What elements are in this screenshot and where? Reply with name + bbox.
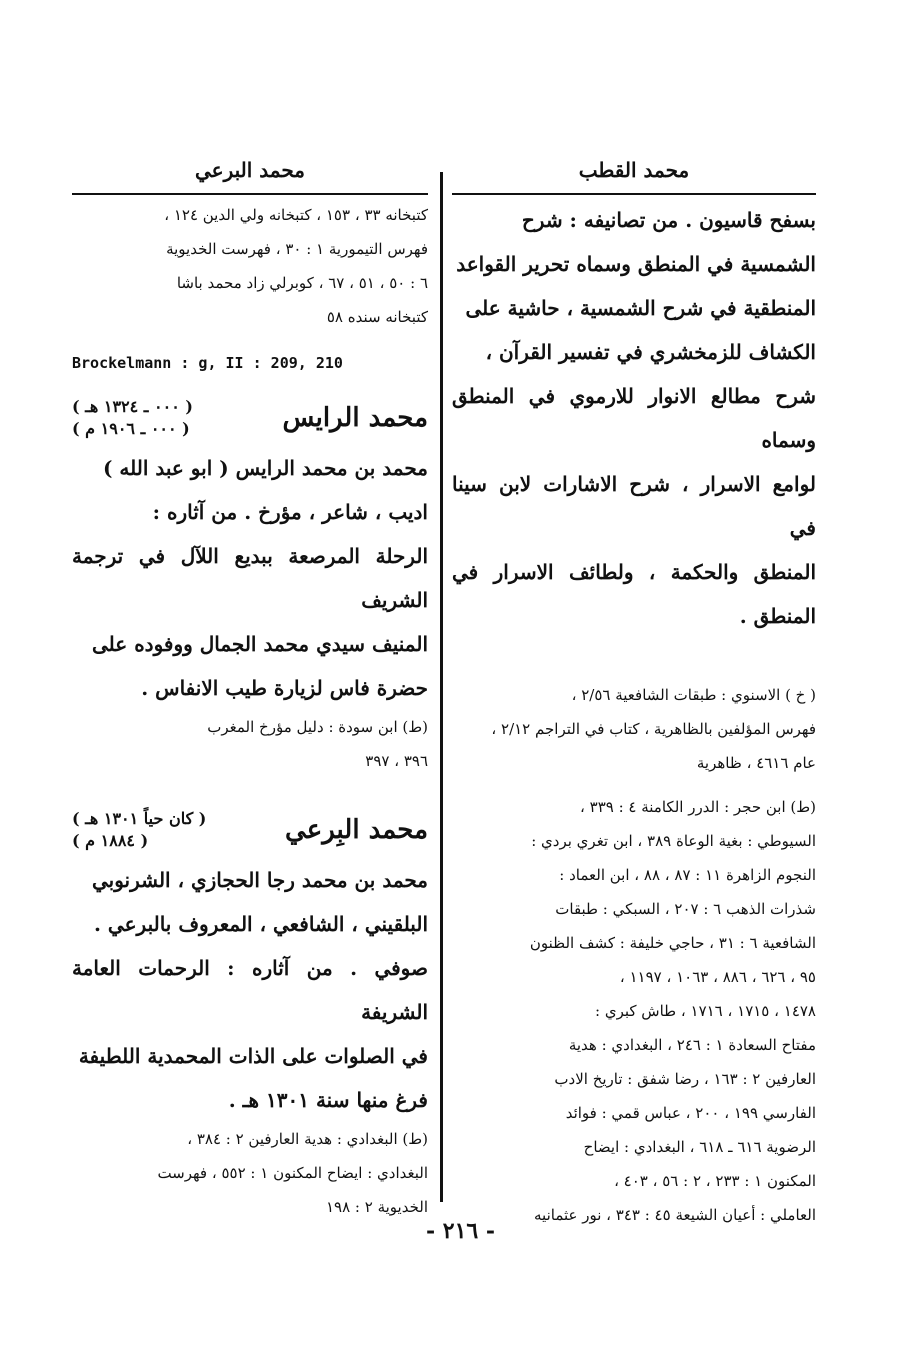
page-number: - ٢١٦ - [425, 1218, 496, 1244]
text-line: المنيف سيدي محمد الجمال ووفوده على [92, 632, 428, 656]
reference-line: المكنون ١ : ٢٣٣ ، ٢ : ٥٦ ، ٤٠٣ ، [614, 1172, 816, 1190]
reference-line: الشافعية ٦ : ٣١ ، حاجي خليفة : كشف الظنون [529, 934, 816, 952]
date-gregorian: ( ١٨٨٤ م ) [72, 831, 149, 850]
reference-line: الفارسي ١٩٩ ، ٢٠٠ ، عباس قمي : فوائد [565, 1104, 816, 1122]
reference-line: مفتاح السعادة ١ : ٢٤٦ ، البغدادي : هدية [568, 1036, 816, 1054]
entry-heading [72, 396, 428, 440]
reference-line: (ط) البغدادي : هدية العارفين ٢ : ٣٨٤ ، [187, 1130, 428, 1148]
reference-line: ( خ ) الاسنوي : طبقات الشافعية ٢/٥٦ ، [571, 686, 816, 704]
date-hijri: ( ٠٠٠ ـ ١٣٢٤ هـ ) [72, 397, 193, 416]
entry-name: محمد الرايس [282, 403, 428, 433]
text-line: محمد بن محمد الرايس ( ابو عبد الله ) [102, 456, 428, 480]
left-column [72, 150, 428, 1224]
text-line: محمد بن محمد رجا الحجازي ، الشرنوبي [91, 868, 428, 892]
entry-dates [72, 808, 206, 852]
text-line: الرحلة المرصعة ببديع اللآل في ترجمة الشريف [72, 544, 428, 612]
reference-line: العاملي : أعيان الشيعة ٤٥ : ٣٤٣ ، نور عثمانيه [534, 1206, 816, 1224]
text-line: صوفي . من آثاره : الرحمات العامة الشريفة [72, 956, 428, 1024]
text-line: المنطق والحكمة ، ولطائف الاسرار في المنطق . [452, 560, 816, 628]
reference-line: كتبخانه ٣٣ ، ١٥٣ ، كتبخانه ولي الدين ١٢٤ ، [164, 206, 428, 224]
text-line: اديب ، شاعر ، مؤرخ . من آثاره : [152, 500, 428, 524]
reference-line: العارفين ٢ : ١٦٣ ، رضا شفق : تاريخ الادب [554, 1070, 816, 1088]
text-line: في الصلوات على الذات المحمدية اللطيفة [78, 1044, 428, 1068]
reference-line: الرضوية ٦١٦ ـ ٦١٨ ، البغدادي : ايضاح [583, 1138, 816, 1156]
right-column [452, 150, 816, 1232]
reference-line: كتبخانه سنده ٥٨ [326, 308, 428, 326]
reference-line: الخديوية ٢ : ١٩٨ [325, 1198, 428, 1216]
reference-line: عام ٤٦١٦ ، ظاهرية [696, 754, 816, 772]
date-hijri: ( كان حياً ١٣٠١ هـ ) [72, 809, 207, 828]
text-line: حضرة فاس لزيارة طيب الانفاس . [141, 676, 428, 700]
running-head-right: محمد القطب [578, 158, 690, 182]
text-line: الشمسية في المنطق وسماه تحرير القواعد [456, 252, 816, 276]
text-line: المنطقية في شرح الشمسية ، حاشية على [465, 296, 816, 320]
entry-heading [72, 808, 428, 852]
reference-line: (ط) ابن سودة : دليل مؤرخ المغرب [207, 718, 428, 736]
reference-line: النجوم الزاهرة ١١ : ٨٧ ، ٨٨ ، ابن العماد : [559, 866, 816, 884]
date-gregorian: ( ٠٠٠ ـ ١٩٠٦ م ) [72, 419, 190, 438]
reference-line: ٦ : ٥٠ ، ٥١ ، ٦٧ ، كوبرلي زاد محمد باشا [176, 274, 428, 292]
reference-line: فهرس التيمورية ١ : ٣٠ ، فهرست الخديوية [166, 240, 428, 258]
text-line: الكشاف للزمخشري في تفسير القرآن ، [485, 340, 816, 364]
text-line: بسفح قاسيون . من تصانيفه : شرح [521, 208, 816, 232]
text-line: لوامع الاسرار ، شرح الاشارات لابن سينا في [452, 472, 816, 540]
text-line: فرغ منها سنة ١٣٠١ هـ . [228, 1088, 428, 1112]
running-head-left: محمد البرعي [195, 158, 305, 182]
column-divider [440, 172, 443, 1202]
text-line: شرح مطالع الانوار للارموي في المنطق وسماه [452, 384, 816, 452]
reference-line: شذرات الذهب ٦ : ٢٠٧ ، السبكي : طبقات [555, 900, 816, 918]
reference-line: البغدادي : ايضاح المكنون ١ : ٥٥٢ ، فهرست [157, 1164, 428, 1182]
text-line: البلقيني ، الشافعي ، المعروف بالبرعي . [94, 912, 428, 936]
reference-line: ٣٩٦ ، ٣٩٧ [365, 752, 428, 770]
entry-dates [72, 396, 193, 440]
reference-line: ١٤٧٨ ، ١٧١٥ ، ١٧١٦ ، طاش كبري : [595, 1002, 816, 1020]
reference-line: (ط) ابن حجر : الدرر الكامنة ٤ : ٣٣٩ ، [580, 798, 816, 816]
reference-line: ٩٥ ، ٦٢٦ ، ٨٨٦ ، ١٠٦٣ ، ١١٩٧ ، [619, 968, 816, 986]
entry-name: محمد البِرعي [285, 815, 428, 845]
latin-reference: Brockelmann : g, II : 209, 210 [72, 354, 343, 372]
reference-line: فهرس المؤلفين بالظاهرية ، كتاب في التراجم ٢/١٢ ، [491, 720, 816, 738]
reference-line: السيوطي : بغية الوعاة ٣٨٩ ، ابن تغري بردي : [531, 832, 816, 850]
